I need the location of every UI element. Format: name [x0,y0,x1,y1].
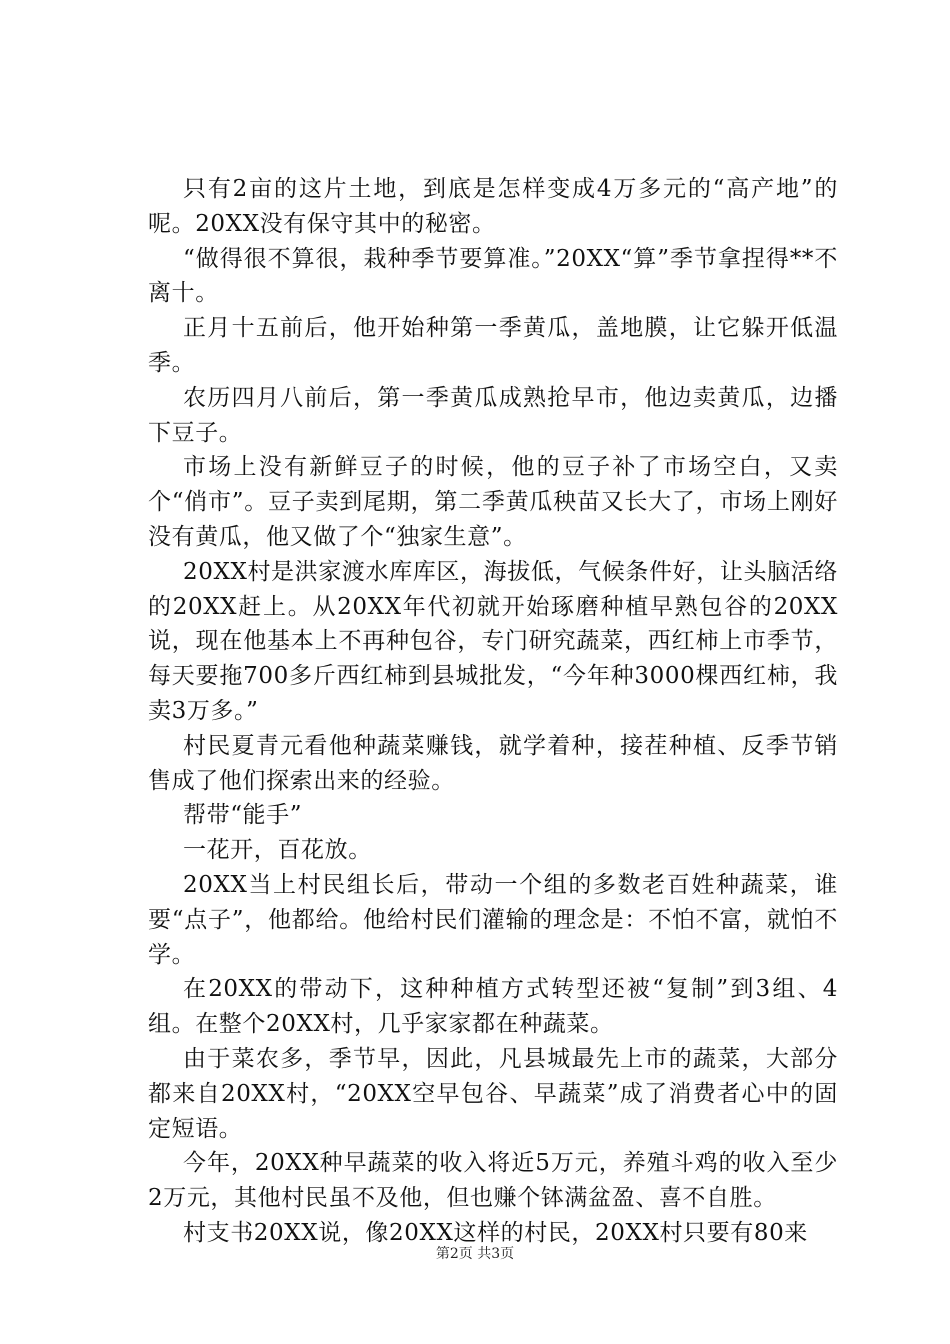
paragraph-6: 20XX村是洪家渡水库库区，海拔低，气候条件好，让头脑活络的20XX赶上。从20XX年代初就开始琢磨种植早熟包谷的20XX说，现在他基本上不再种包谷，专门研究蔬菜，西红柿上市季节，每天要拖700多斤西红柿到县城批发，“今年种3000棵西红柿，我卖3万多。” [148,558,838,724]
paragraph-2: “做得很不算很，栽种季节要算准。”20XX“算”季节拿捏得**不离十。 [148,245,838,307]
paragraph-4: 农历四月八前后，第一季黄瓜成熟抢早市，他边卖黄瓜，边播下豆子。 [148,384,838,446]
paragraph-14: 村支书20XX说，像20XX这样的村民，20XX村只要有80来 [183,1219,808,1246]
page-number-footer: 第2页 共3页 [435,1246,515,1262]
paragraph-9: 一花开，百花放。 [183,837,372,864]
paragraph-12: 由于菜农多，季节早，因此，凡县城最先上市的蔬菜，大部分都来自20XX村，“20XX空早包谷、早蔬菜”成了消费者心中的固定短语。 [148,1045,838,1142]
paragraph-7: 村民夏青元看他种蔬菜赚钱，就学着种，接茬种植、反季节销售成了他们探索出来的经验。 [148,732,838,794]
paragraph-3: 正月十五前后，他开始种第一季黄瓜，盖地膜，让它躲开低温季。 [148,315,838,376]
paragraph-13: 今年，20XX种早蔬菜的收入将近5万元，养殖斗鸡的收入至少2万元，其他村民虽不及他，但也赚个钵满盆盈、喜不自胜。 [148,1150,838,1212]
paragraph-10: 20XX当上村民组长后，带动一个组的多数老百姓种蔬菜，谁要“点子”，他都给。他给村民们灌输的理念是：不怕不富，就怕不学。 [148,871,838,968]
paragraph-1: 只有2亩的这片土地，到底是怎样变成4万多元的“高产地”的呢。20XX没有保守其中的秘密。 [148,176,838,237]
section-heading: 帮带“能手” [183,802,303,829]
paragraph-5: 市场上没有新鲜豆子的时候，他的豆子补了市场空白，又卖个“俏市”。豆子卖到尾期，第二季黄瓜秧苗又长大了，市场上刚好没有黄瓜，他又做了个“独家生意”。 [148,454,838,550]
document-body [148,172,838,1251]
paragraph-11: 在20XX的带动下，这种种植方式转型还被“复制”到3组、4组。在整个20XX村，几乎家家都在种蔬菜。 [148,976,838,1038]
